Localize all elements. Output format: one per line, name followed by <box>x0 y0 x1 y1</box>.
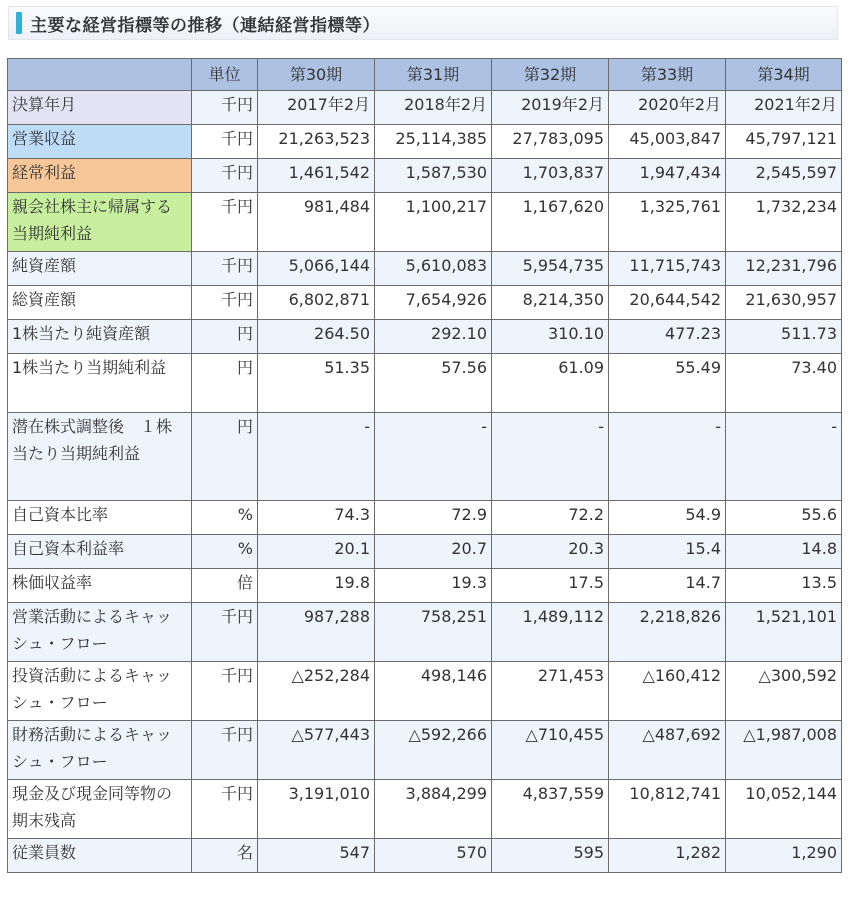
table-row <box>8 252 842 286</box>
row-label: 自己資本利益率 <box>8 535 192 569</box>
table-row <box>8 603 842 662</box>
value-cell: 1,703,837 <box>492 159 609 193</box>
value-cell: 17.5 <box>492 569 609 603</box>
row-label: 総資産額 <box>8 286 192 320</box>
value-cell: 72.9 <box>375 501 492 535</box>
value-cell: 15.4 <box>609 535 726 569</box>
table-row <box>8 320 842 354</box>
period-header: 第33期 <box>609 59 726 91</box>
value-cell: 73.40 <box>726 354 842 413</box>
header-row <box>8 59 842 91</box>
row-label: 財務活動によるキャッシュ・フロー <box>8 721 192 780</box>
row-label: 自己資本比率 <box>8 501 192 535</box>
value-cell: 1,521,101 <box>726 603 842 662</box>
value-cell: - <box>258 413 375 501</box>
table-row <box>8 839 842 873</box>
value-cell: △710,455 <box>492 721 609 780</box>
value-cell: 570 <box>375 839 492 873</box>
row-label: 1株当たり純資産額 <box>8 320 192 354</box>
table-row <box>8 354 842 413</box>
header-blank-cell <box>8 59 192 91</box>
value-cell: - <box>609 413 726 501</box>
value-cell: 55.6 <box>726 501 842 535</box>
row-unit: % <box>192 501 258 535</box>
row-unit: 千円 <box>192 193 258 252</box>
value-cell: 51.35 <box>258 354 375 413</box>
period-header: 第30期 <box>258 59 375 91</box>
value-cell: 1,282 <box>609 839 726 873</box>
value-cell: 5,954,735 <box>492 252 609 286</box>
row-label: 営業活動によるキャッシュ・フロー <box>8 603 192 662</box>
value-cell: 981,484 <box>258 193 375 252</box>
value-cell: 595 <box>492 839 609 873</box>
value-cell: 264.50 <box>258 320 375 354</box>
table-row <box>8 780 842 839</box>
row-unit: 千円 <box>192 603 258 662</box>
row-unit: 千円 <box>192 252 258 286</box>
value-cell: 511.73 <box>726 320 842 354</box>
value-cell: 1,325,761 <box>609 193 726 252</box>
value-cell: 2,218,826 <box>609 603 726 662</box>
value-cell: 5,066,144 <box>258 252 375 286</box>
value-cell: 10,812,741 <box>609 780 726 839</box>
period-header: 第31期 <box>375 59 492 91</box>
value-cell: 6,802,871 <box>258 286 375 320</box>
value-cell: 2,545,597 <box>726 159 842 193</box>
value-cell: △1,987,008 <box>726 721 842 780</box>
value-cell: 20.3 <box>492 535 609 569</box>
value-cell: 5,610,083 <box>375 252 492 286</box>
value-cell: 1,947,434 <box>609 159 726 193</box>
value-cell: 10,052,144 <box>726 780 842 839</box>
value-cell: 1,100,217 <box>375 193 492 252</box>
value-cell: 12,231,796 <box>726 252 842 286</box>
value-cell: 57.56 <box>375 354 492 413</box>
page-title: 主要な経営指標等の推移（連結経営指標等） <box>30 15 380 36</box>
row-unit: 千円 <box>192 159 258 193</box>
row-unit: 円 <box>192 320 258 354</box>
table-body <box>8 59 842 873</box>
value-cell: 20,644,542 <box>609 286 726 320</box>
value-cell: △160,412 <box>609 662 726 721</box>
value-cell: 21,630,957 <box>726 286 842 320</box>
row-unit: 円 <box>192 413 258 501</box>
financial-indicators-table <box>7 58 842 873</box>
value-cell: 11,715,743 <box>609 252 726 286</box>
value-cell: 45,003,847 <box>609 125 726 159</box>
value-cell: 20.1 <box>258 535 375 569</box>
value-cell: 2018年2月 <box>375 91 492 125</box>
value-cell: 2019年2月 <box>492 91 609 125</box>
value-cell: 1,587,530 <box>375 159 492 193</box>
value-cell: 13.5 <box>726 569 842 603</box>
value-cell: 14.7 <box>609 569 726 603</box>
value-cell: 1,290 <box>726 839 842 873</box>
row-unit: 千円 <box>192 721 258 780</box>
row-label: 親会社株主に帰属する当期純利益 <box>8 193 192 252</box>
section-heading <box>8 6 838 40</box>
value-cell: △592,266 <box>375 721 492 780</box>
value-cell: 1,732,234 <box>726 193 842 252</box>
value-cell: 14.8 <box>726 535 842 569</box>
value-cell: 292.10 <box>375 320 492 354</box>
row-unit: 円 <box>192 354 258 413</box>
value-cell: 4,837,559 <box>492 780 609 839</box>
value-cell: 27,783,095 <box>492 125 609 159</box>
row-label: 経常利益 <box>8 159 192 193</box>
value-cell: 3,884,299 <box>375 780 492 839</box>
value-cell: 20.7 <box>375 535 492 569</box>
value-cell: 498,146 <box>375 662 492 721</box>
table-row <box>8 535 842 569</box>
value-cell: 61.09 <box>492 354 609 413</box>
value-cell: 758,251 <box>375 603 492 662</box>
table-row <box>8 125 842 159</box>
row-label: 決算年月 <box>8 91 192 125</box>
row-unit: 千円 <box>192 91 258 125</box>
value-cell: 7,654,926 <box>375 286 492 320</box>
row-unit: % <box>192 535 258 569</box>
value-cell: - <box>375 413 492 501</box>
table-row <box>8 413 842 501</box>
value-cell: △300,592 <box>726 662 842 721</box>
row-label: 1株当たり当期純利益 <box>8 354 192 413</box>
value-cell: 8,214,350 <box>492 286 609 320</box>
table-row <box>8 501 842 535</box>
value-cell: - <box>726 413 842 501</box>
value-cell: △487,692 <box>609 721 726 780</box>
value-cell: 21,263,523 <box>258 125 375 159</box>
row-label: 投資活動によるキャッシュ・フロー <box>8 662 192 721</box>
value-cell: 987,288 <box>258 603 375 662</box>
value-cell: 310.10 <box>492 320 609 354</box>
row-unit: 千円 <box>192 780 258 839</box>
row-unit: 千円 <box>192 662 258 721</box>
table-row <box>8 662 842 721</box>
row-label: 潜在株式調整後 １株当たり当期純利益 <box>8 413 192 501</box>
row-label: 従業員数 <box>8 839 192 873</box>
value-cell: △252,284 <box>258 662 375 721</box>
row-label: 株価収益率 <box>8 569 192 603</box>
table-row <box>8 159 842 193</box>
value-cell: - <box>492 413 609 501</box>
value-cell: 2021年2月 <box>726 91 842 125</box>
value-cell: 19.3 <box>375 569 492 603</box>
value-cell: 54.9 <box>609 501 726 535</box>
row-unit: 千円 <box>192 286 258 320</box>
row-label: 現金及び現金同等物の期末残高 <box>8 780 192 839</box>
value-cell: 477.23 <box>609 320 726 354</box>
table-row <box>8 569 842 603</box>
value-cell: 45,797,121 <box>726 125 842 159</box>
value-cell: 1,167,620 <box>492 193 609 252</box>
table-row <box>8 721 842 780</box>
value-cell: 3,191,010 <box>258 780 375 839</box>
row-unit: 倍 <box>192 569 258 603</box>
value-cell: 19.8 <box>258 569 375 603</box>
table-row <box>8 193 842 252</box>
value-cell: 271,453 <box>492 662 609 721</box>
value-cell: 2017年2月 <box>258 91 375 125</box>
table-row <box>8 91 842 125</box>
row-unit: 千円 <box>192 125 258 159</box>
value-cell: 2020年2月 <box>609 91 726 125</box>
row-unit: 名 <box>192 839 258 873</box>
unit-header: 単位 <box>192 59 258 91</box>
row-label: 純資産額 <box>8 252 192 286</box>
value-cell: 74.3 <box>258 501 375 535</box>
table-row <box>8 286 842 320</box>
value-cell: 72.2 <box>492 501 609 535</box>
value-cell: 25,114,385 <box>375 125 492 159</box>
period-header: 第34期 <box>726 59 842 91</box>
value-cell: 1,489,112 <box>492 603 609 662</box>
value-cell: △577,443 <box>258 721 375 780</box>
period-header: 第32期 <box>492 59 609 91</box>
row-label: 営業収益 <box>8 125 192 159</box>
value-cell: 55.49 <box>609 354 726 413</box>
value-cell: 1,461,542 <box>258 159 375 193</box>
accent-bar <box>16 12 22 34</box>
value-cell: 547 <box>258 839 375 873</box>
